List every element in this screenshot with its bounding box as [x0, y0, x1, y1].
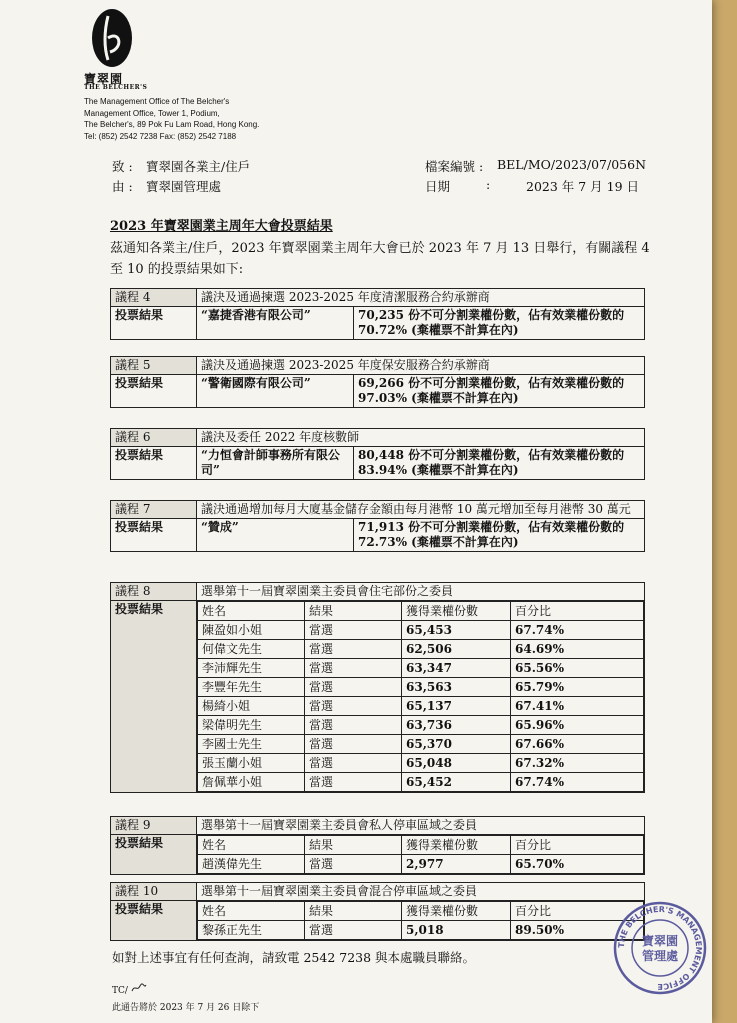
candidate-pct: 67.74% — [511, 621, 644, 640]
agenda-number: 議程 9 — [111, 817, 197, 835]
election-table — [110, 582, 645, 793]
handwritten-initials-icon — [131, 983, 147, 993]
candidate-result: 當選 — [305, 659, 402, 678]
stamp-center-line1: 寶翠園 — [641, 934, 679, 948]
col-result-header: 結果 — [305, 602, 402, 621]
from-label: 由 : — [112, 179, 133, 194]
management-office-stamp-icon — [612, 900, 708, 996]
agenda-choice: “嘉捷香港有限公司” — [197, 307, 354, 340]
candidate-shares: 65,370 — [402, 735, 511, 754]
candidate-shares: 63,736 — [402, 716, 511, 735]
contact-footer: 如對上述事宜有任何查詢，請致電 2542 7238 與本處職員聯絡。 — [112, 950, 476, 965]
candidate-row — [198, 640, 644, 659]
address-block — [84, 96, 259, 142]
col-shares-header: 獲得業權份數 — [402, 902, 511, 921]
agenda-description: 議決及委任 2022 年度核數師 — [197, 429, 645, 447]
candidate-shares: 65,137 — [402, 697, 511, 716]
candidate-shares: 2,977 — [402, 855, 511, 874]
belchers-logo-icon — [86, 6, 138, 70]
agenda-description: 選舉第十一屆寶翠園業主委員會私人停車區域之委員 — [197, 817, 645, 835]
removal-note: 此通告將於 2023 年 7 月 26 日除下 — [112, 1003, 260, 1013]
candidate-pct: 65.70% — [511, 855, 644, 874]
agenda-description: 議決及通過揀選 2023-2025 年度保安服務合約承辦商 — [197, 357, 645, 375]
agenda-result: 80,448 份不可分割業權份數，佔有效業權份數的 83.94% (棄權票不計算在內) — [354, 447, 645, 480]
agenda-choice: “贊成” — [197, 519, 354, 552]
ref-label: 檔案編號 : — [425, 159, 484, 174]
candidate-table — [197, 901, 644, 940]
agenda-number: 議程 4 — [111, 289, 197, 307]
candidate-result: 當選 — [305, 921, 402, 940]
agenda-table — [110, 356, 645, 408]
candidate-result: 當選 — [305, 855, 402, 874]
agenda-result: 70,235 份不可分割業權份數，佔有效業權份數的 70.72% (棄權票不計算在內) — [354, 307, 645, 340]
candidate-result: 當選 — [305, 697, 402, 716]
candidate-header-row — [198, 602, 644, 621]
agenda-description: 議決通過增加每月大廈基金儲存金額由每月港幣 10 萬元增加至每月港幣 30 萬元 — [197, 501, 645, 519]
candidate-pct: 67.41% — [511, 697, 644, 716]
agenda-description: 選舉第十一屆寶翠園業主委員會混合停車區域之委員 — [197, 883, 645, 901]
agenda-number: 議程 10 — [111, 883, 197, 901]
vote-result-label: 投票結果 — [111, 519, 197, 552]
col-name-header: 姓名 — [198, 902, 305, 921]
agenda-description: 選舉第十一屆寶翠園業主委員會住宅部份之委員 — [197, 583, 645, 601]
agenda-number: 議程 8 — [111, 583, 197, 601]
candidate-name: 趙漢偉先生 — [198, 855, 305, 874]
candidate-result: 當選 — [305, 735, 402, 754]
to-value: 寶翠園各業主/住戶 — [146, 159, 251, 174]
candidate-shares: 62,506 — [402, 640, 511, 659]
candidate-row — [198, 659, 644, 678]
candidate-row — [198, 855, 644, 874]
document-title: 2023 年寶翠園業主周年大會投票結果 — [110, 219, 333, 234]
to-label: 致 : — [112, 159, 133, 174]
candidate-name: 李沛輝先生 — [198, 659, 305, 678]
agenda-choice: “警衛國際有限公司” — [197, 375, 354, 408]
candidate-row — [198, 735, 644, 754]
agenda-table — [110, 288, 645, 340]
col-pct-header: 百分比 — [511, 602, 644, 621]
col-name-header: 姓名 — [198, 836, 305, 855]
vote-result-label: 投票結果 — [111, 835, 197, 875]
col-name-header: 姓名 — [198, 602, 305, 621]
candidate-row — [198, 697, 644, 716]
candidate-pct: 67.66% — [511, 735, 644, 754]
candidate-name: 詹佩華小姐 — [198, 773, 305, 792]
candidate-shares: 65,453 — [402, 621, 511, 640]
date-label: 日期 — [425, 179, 451, 194]
agenda-choice: “力恒會計師事務所有限公司” — [197, 447, 354, 480]
candidate-pct: 67.74% — [511, 773, 644, 792]
candidate-header-row — [198, 836, 644, 855]
candidate-row — [198, 773, 644, 792]
candidate-result: 當選 — [305, 640, 402, 659]
col-result-header: 結果 — [305, 836, 402, 855]
stamp-ring-text: THE BELCHER'S MANAGEMENT OFFICE — [616, 904, 704, 992]
candidate-name: 梁偉明先生 — [198, 716, 305, 735]
candidate-shares: 5,018 — [402, 921, 511, 940]
candidate-table — [197, 835, 644, 874]
candidate-header-row — [198, 902, 644, 921]
candidate-pct: 65.96% — [511, 716, 644, 735]
address-line: Tel: (852) 2542 7238 Fax: (852) 2542 7188 — [84, 131, 237, 141]
candidate-shares: 65,048 — [402, 754, 511, 773]
candidate-result: 當選 — [305, 621, 402, 640]
from-value: 寶翠園管理處 — [146, 179, 222, 194]
col-pct-header: 百分比 — [511, 836, 644, 855]
agenda-table — [110, 428, 645, 480]
agenda-number: 議程 6 — [111, 429, 197, 447]
agenda-result: 69,266 份不可分割業權份數，佔有效業權份數的 97.03% (棄權票不計算在內) — [354, 375, 645, 408]
candidate-pct: 65.56% — [511, 659, 644, 678]
candidate-row — [198, 716, 644, 735]
address-line: The Belcher's, 89 Pok Fu Lam Road, Hong Kong. — [84, 120, 260, 129]
date-colon: : — [486, 177, 491, 192]
candidate-pct: 89.50% — [511, 921, 644, 940]
vote-result-label: 投票結果 — [111, 901, 197, 941]
agenda-table — [110, 500, 645, 552]
candidate-row — [198, 678, 644, 697]
candidate-row — [198, 754, 644, 773]
col-shares-header: 獲得業權份數 — [402, 602, 511, 621]
candidate-name: 張玉蘭小姐 — [198, 754, 305, 773]
vote-result-label: 投票結果 — [111, 447, 197, 480]
candidate-result: 當選 — [305, 716, 402, 735]
vote-result-label: 投票結果 — [111, 307, 197, 340]
initials-text: TC/ — [112, 986, 128, 996]
col-pct-header: 百分比 — [511, 902, 644, 921]
logo-name-cn: 寶翠園 — [84, 72, 124, 86]
candidate-name: 何偉文先生 — [198, 640, 305, 659]
candidate-name: 黎孫正先生 — [198, 921, 305, 940]
logo-name-en: THE BELCHER'S — [84, 84, 148, 91]
candidate-pct: 65.79% — [511, 678, 644, 697]
candidate-name: 楊綺小姐 — [198, 697, 305, 716]
candidate-name: 李國士先生 — [198, 735, 305, 754]
stamp-center-line2: 管理處 — [641, 949, 679, 963]
agenda-number: 議程 5 — [111, 357, 197, 375]
candidate-pct: 64.69% — [511, 640, 644, 659]
date-value: 2023 年 7 月 19 日 — [526, 179, 640, 194]
ref-value: BEL/MO/2023/07/056N — [497, 157, 647, 172]
election-table — [110, 882, 645, 941]
candidate-result: 當選 — [305, 754, 402, 773]
election-table — [110, 816, 645, 875]
candidate-shares: 63,347 — [402, 659, 511, 678]
candidate-name: 李豐年先生 — [198, 678, 305, 697]
col-result-header: 結果 — [305, 902, 402, 921]
candidate-shares: 63,563 — [402, 678, 511, 697]
address-line: Management Office, Tower 1, Podium, — [84, 108, 220, 118]
candidate-pct: 67.32% — [511, 754, 644, 773]
candidate-shares: 65,452 — [402, 773, 511, 792]
candidate-result: 當選 — [305, 773, 402, 792]
intro-paragraph: 茲通知各業主/住戶，2023 年寶翠園業主周年大會已於 2023 年 7 月 13 日舉行，有關議程 4 至 10 的投票結果如下: — [110, 241, 650, 277]
candidate-name: 陳盈如小姐 — [198, 621, 305, 640]
candidate-table — [197, 601, 644, 792]
candidate-row — [198, 621, 644, 640]
agenda-description: 議決及通過揀選 2023-2025 年度清潔服務合約承辦商 — [197, 289, 645, 307]
col-shares-header: 獲得業權份數 — [402, 836, 511, 855]
initials — [112, 983, 147, 996]
address-line: The Management Office of The Belcher's — [84, 97, 230, 106]
candidate-result: 當選 — [305, 678, 402, 697]
vote-result-label: 投票結果 — [111, 375, 197, 408]
candidate-row — [198, 921, 644, 940]
vote-result-label: 投票結果 — [111, 601, 197, 793]
agenda-result: 71,913 份不可分割業權份數，佔有效業權份數的 72.73% (棄權票不計算在內) — [354, 519, 645, 552]
agenda-number: 議程 7 — [111, 501, 197, 519]
